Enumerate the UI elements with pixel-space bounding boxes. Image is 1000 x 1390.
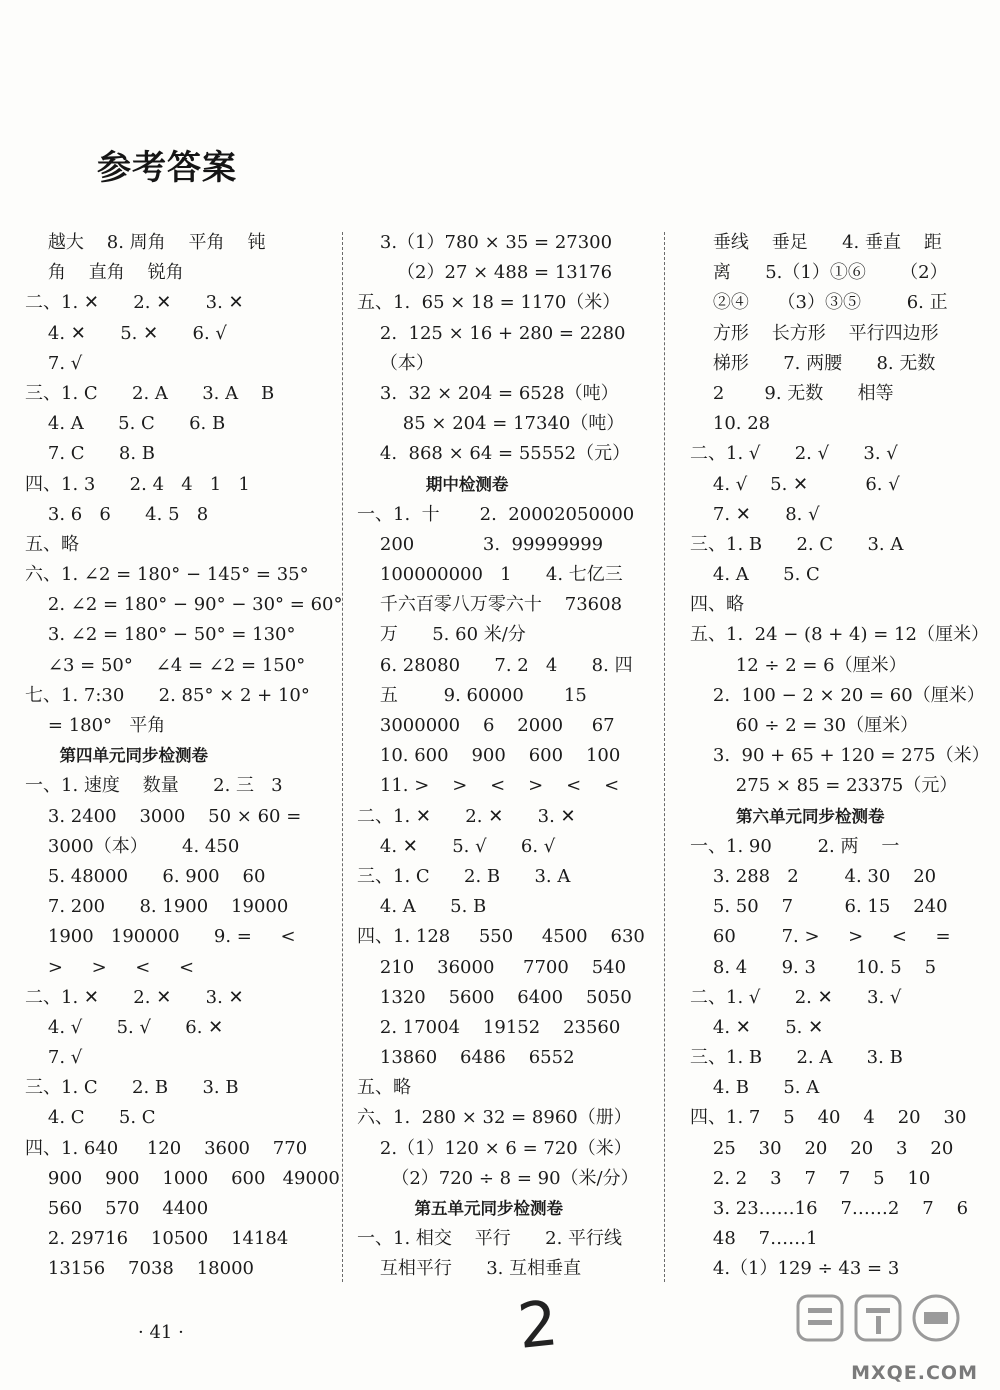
answer-line: 一、1. 十 2. 20002050000: [357, 503, 635, 525]
answer-line: 11. > > < > < <: [357, 775, 620, 797]
answer-line: 离 5.（1）①⑥ （2）: [690, 262, 948, 284]
answer-line: 一、1. 90 2. 两 一: [690, 835, 900, 857]
answer-line: 25 30 20 20 3 20: [690, 1137, 954, 1159]
section-heading: 第四单元同步检测卷: [25, 746, 208, 766]
answer-line: 五、略: [357, 1077, 411, 1099]
answer-line: 三、1. C 2. B 3. A: [357, 865, 571, 887]
answer-line: 4.（1）129 ÷ 43 = 3: [690, 1258, 900, 1280]
answer-line: 二、1. ✕ 2. ✕ 3. ✕: [357, 805, 576, 827]
answer-line: 3. 90 + 65 + 120 = 275（米）: [690, 745, 990, 767]
answer-line: 四、1. 640 120 3600 770: [25, 1137, 308, 1159]
answer-line: 三、1. B 2. C 3. A: [690, 533, 904, 555]
answer-line: 4. 868 × 64 = 55552（元）: [357, 443, 631, 465]
answer-line: 3. 32 × 204 = 6528（吨）: [357, 382, 619, 404]
answer-line: 三、1. C 2. A 3. A B: [25, 382, 275, 404]
answer-line: （本）: [357, 352, 434, 374]
answer-line: 六、1. ∠2 = 180° − 145° = 35°: [25, 564, 309, 586]
answer-line: 垂线 垂足 4. 垂直 距: [690, 232, 942, 253]
answer-line: 8. 4 9. 3 10. 5 5: [690, 956, 937, 978]
answer-line: 2. 17004 19152 23560: [357, 1016, 621, 1038]
answer-line: 三、1. B 2. A 3. B: [690, 1047, 903, 1069]
answer-line: 4. ✕ 5. ✕: [690, 1016, 824, 1038]
answer-line: 5. 48000 6. 900 60: [25, 865, 266, 887]
answer-line: 4. ✕ 5. ✕ 6. √: [25, 322, 227, 344]
answer-line: 4. √ 5. √ 6. ✕: [25, 1016, 224, 1038]
answer-line: 一、1. 相交 平行 2. 平行线: [357, 1228, 623, 1250]
answer-line: 3. 23……16 7……2 7 6: [690, 1198, 969, 1219]
answer-line: 三、1. C 2. B 3. B: [25, 1077, 239, 1099]
answer-line: 角 直角 锐角: [25, 262, 184, 284]
answer-line: 千六百零八万零六十 73608: [357, 594, 623, 616]
answer-line: 2.（1）120 × 6 = 720（米）: [357, 1137, 632, 1159]
answer-line: 4. B 5. A: [690, 1077, 820, 1099]
answer-line: 2. 29716 10500 14184: [25, 1228, 289, 1250]
answer-line: 五 9. 60000 15: [357, 684, 587, 706]
answer-line: 3. 6 6 4. 5 8: [25, 503, 209, 525]
answer-line: 560 570 4400: [25, 1198, 209, 1219]
section-heading: 第五单元同步检测卷: [357, 1199, 563, 1218]
answer-line: 60 ÷ 2 = 30（厘米）: [690, 715, 919, 736]
answer-line: 1900 190000 9. = <: [25, 926, 296, 948]
answer-line: 3. ∠2 = 180° − 50° = 130°: [25, 624, 296, 646]
answer-line: 六、1. 280 × 32 = 8960（册）: [357, 1107, 632, 1129]
answer-line: 3000（本） 4. 450: [25, 835, 240, 857]
answer-line: 6. 28080 7. 2 4 8. 四: [357, 654, 633, 676]
answer-line: 梯形 7. 两腰 8. 无数: [690, 352, 936, 374]
column-divider: [342, 232, 343, 1282]
answer-line: 4. A 5. C: [690, 564, 820, 586]
answer-line: 2. 100 − 2 × 20 = 60（厘米）: [690, 684, 985, 706]
answer-line: 五、1. 24 − (8 + 4) = 12（厘米）: [690, 624, 989, 646]
answer-line: = 180° 平角: [25, 715, 166, 736]
answer-line: 900 900 1000 600 49000: [25, 1167, 340, 1189]
answer-line: 四、1. 3 2. 4 4 1 1: [25, 473, 250, 495]
answer-column-2: [357, 228, 657, 1285]
answer-line: 越大 8. 周角 平角 钝: [25, 232, 266, 253]
answer-line: 4. A 5. B: [357, 896, 487, 918]
answer-line: 2. ∠2 = 180° − 90° − 30° = 60°: [25, 594, 343, 616]
answer-line: 3000000 6 2000 67: [357, 715, 615, 736]
answer-line: 4. A 5. C 6. B: [25, 413, 226, 435]
answer-line: 210 36000 7700 540: [357, 956, 627, 978]
answer-column-1: [25, 228, 343, 1285]
answer-line: 二、1. ✕ 2. ✕ 3. ✕: [25, 986, 244, 1008]
answer-line: 7. ✕ 8. √: [690, 503, 820, 525]
answer-line: 4. C 5. C: [25, 1107, 156, 1129]
answer-line: （2）720 ÷ 8 = 90（米/分）: [357, 1167, 639, 1189]
answer-line: 7. √: [25, 352, 83, 374]
answer-line: 7. 200 8. 1900 19000: [25, 896, 289, 918]
answer-line: 2. 125 × 16 + 280 = 2280: [357, 322, 626, 344]
answer-line: 85 × 204 = 17340（吨）: [357, 413, 625, 435]
watermark-text: MXQE.COM: [851, 1362, 978, 1384]
answer-line: 13860 6486 6552: [357, 1047, 575, 1069]
answer-line: 互相平行 3. 互相垂直: [357, 1258, 582, 1280]
answer-line: 二、1. √ 2. √ 3. √: [690, 443, 898, 465]
answer-line: 60 7. > > < =: [690, 926, 951, 948]
answer-line: （2）27 × 488 = 13176: [357, 262, 613, 284]
answer-line: 7. C 8. B: [25, 443, 156, 465]
answer-line: 1320 5600 6400 5050: [357, 986, 632, 1008]
answer-line: 万 5. 60 米/分: [357, 624, 526, 646]
answer-line: 方形 长方形 平行四边形: [690, 322, 939, 344]
answer-line: 48 7……1: [690, 1228, 818, 1250]
answer-line: 2 9. 无数 相等: [690, 382, 894, 404]
answer-line: 四、1. 128 550 4500 630: [357, 926, 645, 948]
answer-line: 五、1. 65 × 18 = 1170（米）: [357, 292, 621, 314]
answer-line: 七、1. 7:30 2. 85° × 2 + 10°: [25, 684, 310, 706]
section-heading: 第六单元同步检测卷: [690, 806, 885, 826]
answer-line: 10. 28: [690, 413, 771, 435]
answer-line: 二、1. ✕ 2. ✕ 3. ✕: [25, 292, 244, 314]
answer-line: 7. √: [25, 1047, 83, 1069]
answer-line: 100000000 1 4. 七亿三: [357, 564, 623, 586]
handwritten-mark: 2: [514, 1286, 562, 1363]
answer-line: 4. ✕ 5. √ 6. √: [357, 835, 556, 857]
answer-line: 五、略: [25, 533, 79, 555]
column-divider: [664, 232, 665, 1282]
answer-line: 200 3. 99999999: [357, 533, 604, 555]
answer-line: 3. 2400 3000 50 × 60 =: [25, 805, 302, 827]
answer-line: 2. 2 3 7 7 5 10: [690, 1167, 931, 1189]
answer-line: ②④ （3）③⑤ 6. 正: [690, 292, 948, 314]
answer-line: 12 ÷ 2 = 6（厘米）: [690, 654, 907, 676]
answer-line: 275 × 85 = 23375（元）: [690, 775, 958, 797]
page-title: 参考答案: [97, 148, 237, 188]
answer-column-3: [690, 228, 990, 1285]
section-heading: 期中检测卷: [357, 474, 509, 494]
answer-line: 3. 288 2 4. 30 20: [690, 865, 937, 887]
answer-line: 四、1. 7 5 40 4 20 30: [690, 1107, 967, 1129]
answer-line: 13156 7038 18000: [25, 1258, 254, 1280]
answer-line: 5. 50 7 6. 15 240: [690, 896, 948, 918]
answer-line: 二、1. √ 2. ✕ 3. √: [690, 986, 902, 1008]
answer-line: > > < <: [25, 956, 195, 978]
answer-line: 4. √ 5. ✕ 6. √: [690, 473, 900, 495]
answer-line: 一、1. 速度 数量 2. 三 3: [25, 775, 283, 797]
page-number: · 41 ·: [138, 1322, 184, 1343]
answer-line: ∠3 = 50° ∠4 = ∠2 = 150°: [25, 654, 306, 676]
answer-line: 10. 600 900 600 100: [357, 745, 621, 767]
answer-line: 3.（1）780 × 35 = 27300: [357, 232, 613, 253]
answer-line: 四、略: [690, 594, 744, 616]
